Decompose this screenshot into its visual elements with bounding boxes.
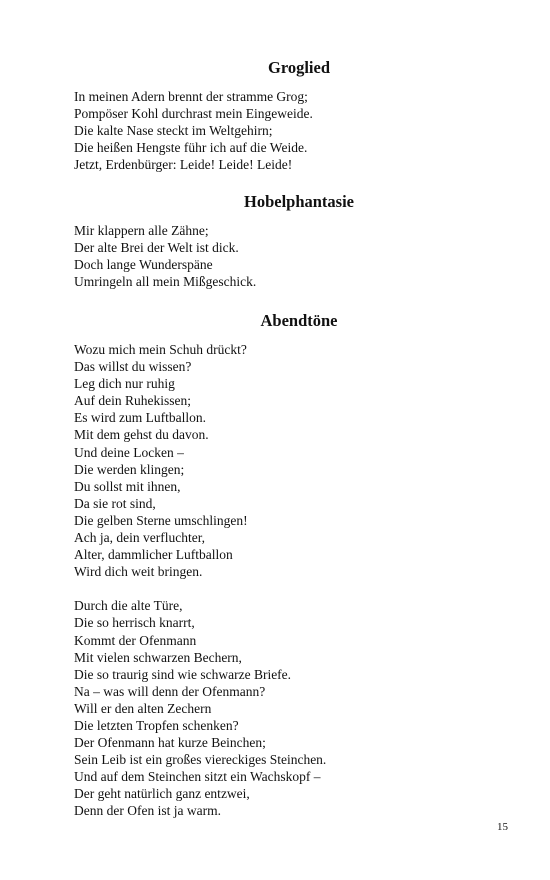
verse-line: Die so traurig sind wie schwarze Briefe. xyxy=(74,666,292,682)
verse-line: Die kalte Nase steckt im Weltgehirn; xyxy=(74,123,273,139)
poem-title: Groglied xyxy=(267,58,331,77)
verse-line: Die gelben Sterne umschlingen! xyxy=(74,512,248,528)
verse-line: Mir klappern alle Zähne; xyxy=(74,223,209,238)
stanza xyxy=(74,341,494,580)
verse-line: Mit dem gehst du davon. xyxy=(74,427,209,443)
verse-line: Kommt der Ofenmann xyxy=(74,632,197,648)
poem-hobelphantasie xyxy=(74,192,494,307)
verse-line: Du sollst mit ihnen, xyxy=(74,478,181,494)
poem-groglied xyxy=(74,58,494,190)
verse-line: Das willst du wissen? xyxy=(74,359,192,375)
page-number: 15 xyxy=(497,821,508,833)
verse-line: Leg dich nur ruhig xyxy=(74,376,175,392)
verse-line: Doch lange Wunderspäne xyxy=(74,257,213,273)
verse-line: Auf dein Ruhekissen; xyxy=(74,393,191,409)
poem-title: Hobelphantasie xyxy=(243,192,355,211)
stanza xyxy=(74,88,494,173)
verse-line: Der Ofenmann hat kurze Beinchen; xyxy=(74,735,266,751)
poem-abendtoene xyxy=(74,311,494,837)
verse-line: Alter, dammlicher Luftballon xyxy=(74,547,233,563)
verse-line: Ach ja, dein verfluchter, xyxy=(74,530,206,546)
stanza xyxy=(74,222,494,290)
verse-line: Wozu mich mein Schuh drückt? xyxy=(74,342,247,357)
verse-line: Sein Leib ist ein großes viereckiges Steinchen. xyxy=(74,752,327,768)
verse-line: Na – was will denn der Ofenmann? xyxy=(74,683,266,699)
verse-line: Denn der Ofen ist ja warm. xyxy=(74,803,221,819)
verse-line: Und auf dem Steinchen sitzt ein Wachskopf – xyxy=(74,769,321,785)
verse-line: Da sie rot sind, xyxy=(74,495,156,511)
verse-line: In meinen Adern brennt der stramme Grog; xyxy=(74,89,308,104)
verse-line: Die so herrisch knarrt, xyxy=(74,615,195,631)
verse-line: Jetzt, Erdenbürger: Leide! Leide! Leide! xyxy=(74,157,293,173)
verse-line: Wird dich weit bringen. xyxy=(74,564,203,580)
verse-line: Mit vielen schwarzen Bechern, xyxy=(74,649,242,665)
verse-line: Es wird zum Luftballon. xyxy=(74,410,206,426)
verse-line: Der alte Brei der Welt ist dick. xyxy=(74,240,239,256)
verse-line: Die letzten Tropfen schenken? xyxy=(74,717,239,733)
verse-line: Der geht natürlich ganz entzwei, xyxy=(74,786,250,802)
verse-line: Will er den alten Zechern xyxy=(74,700,212,716)
verse-line: Und deine Locken – xyxy=(74,444,184,460)
verse-line: Die werden klingen; xyxy=(74,461,185,477)
verse-line: Durch die alte Türe, xyxy=(74,598,183,614)
verse-line: Die heißen Hengste führ ich auf die Weide. xyxy=(74,140,308,156)
stanza xyxy=(74,597,494,819)
verse-line: Umringeln all mein Mißgeschick. xyxy=(74,274,257,290)
verse-line: Pompöser Kohl durchrast mein Eingeweide. xyxy=(74,106,313,122)
poem-title: Abendtöne xyxy=(260,311,338,330)
